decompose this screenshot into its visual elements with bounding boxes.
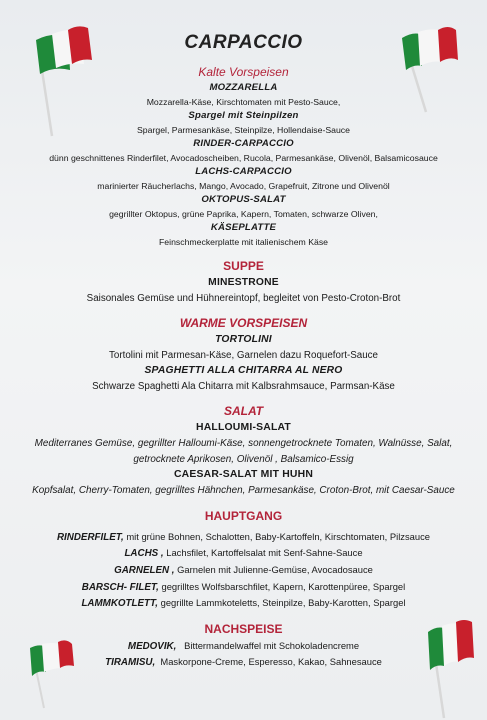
item-desc: Garnelen mit Julienne-Gemüse, Avocadosauce [174,563,373,575]
list-item [8,579,479,596]
list-item [8,638,479,655]
section-nachspeise [8,621,479,671]
list-item [8,545,479,562]
section-heading: SUPPE [223,259,264,273]
item-desc: Feinschmeckerplatte mit italienischem Käse [159,236,328,247]
item-desc: Spargel, Parmesankäse, Steinpilze, Hollendaise-Sauce [137,124,350,135]
item-desc: Kopfsalat, Cherry-Tomaten, gegrilltes Hähnchen, Parmesankäse, Croton-Brot, mit Caesar-Sauce [32,485,455,497]
item-name: RINDERFILET, [56,531,124,543]
list-item [8,654,479,671]
item-desc: Maskorpone-Creme, Esperesso, Kakao, Sahnesauce [155,656,382,668]
item-desc: Mediterranes Gemüse, gegrillter Halloumi-Käse, sonnengetrocknete Tomaten, Walnüsse, Salat, getrocknete Aprikosen, Olivenöl , Balsamico-Essig [34,438,453,465]
section-heading: HAUPTGANG [204,508,283,523]
item-desc: gegrilltes Wolfsbarschfilet, Kapern, Karottenpüree, Spargel [158,580,406,592]
item-name: LAMMKOTLETT, [81,598,158,610]
item-name: HALLOUMI-SALAT [196,422,291,433]
item-name: CAESAR-SALAT MIT HUHN [173,469,314,481]
item-desc: gegrillter Oktopus, grüne Paprika, Kapern, Tomaten, schwarze Oliven, [109,208,378,219]
item-name: KÄSEPLATTE [210,222,277,233]
item-desc: Lachsfilet, Kartoffelsalat mit Senf-Sahne-Sauce [163,547,363,559]
item-desc: dünn geschnittenes Rinderfilet, Avocadoscheiben, Rucola, Parmesankäse, Olivenöl, Balsamicosauce [49,152,438,163]
item-desc: mit grüne Bohnen, Schalotten, Baby-Kartoffeln, Kirschtomaten, Pilzsauce [123,530,430,542]
item-name: LACHS-CARPACCIO [195,166,292,177]
section-heading: Kalte Vorspeisen [198,65,289,79]
item-name: Spargel mit Steinpilzen [188,110,299,121]
item-name: MEDOVIK, [127,640,177,652]
page-title: CARPACCIO [184,32,303,53]
section-suppe [8,258,479,306]
list-item [8,529,479,546]
item-name: MOZZARELLA [209,82,278,93]
item-name: MINESTRONE [208,277,279,288]
item-desc: Schwarze Spaghetti Ala Chitarra mit Kalbsrahmsauce, Parmsan-Käse [92,380,395,392]
item-desc: gegrillte Lammkoteletts, Steinpilze, Baby-Karotten, Spargel [158,597,406,609]
section-heading: WARME VORSPEISEN [179,316,308,330]
section-kalte-vorspeisen [8,64,479,249]
item-desc: marinierter Räucherlachs, Mango, Avocado, Grapefruit, Zitrone und Olivenöl [97,180,390,191]
item-name: LACHS , [124,548,164,560]
item-name: OKTOPUS-SALAT [201,194,286,205]
item-name: TORTOLINI [215,334,272,345]
item-desc: Tortolini mit Parmesan-Käse, Garnelen dazu Roquefort-Sauce [108,349,378,361]
menu-content [8,62,479,671]
list-item [8,595,479,612]
section-heading: NACHSPEISE [204,621,283,636]
item-name: GARNELEN , [114,564,175,576]
item-desc: Mozzarella-Käse, Kirschtomaten mit Pesto-Sauce, [146,96,341,107]
list-item [8,562,479,579]
section-salat [8,403,479,499]
item-desc: Saisonales Gemüse und Hühnereintopf, begleitet von Pesto-Croton-Brot [86,292,401,304]
item-desc: Bittermandelwaffel mit Schokoladencreme [176,639,360,651]
section-hauptgang [8,508,479,612]
item-name: SPAGHETTI ALLA CHITARRA AL NERO [144,365,343,376]
item-name: TIRAMISU, [105,657,156,669]
item-name: BARSCH- FILET, [81,581,159,593]
section-warme-vorspeisen [8,315,479,394]
item-name: RINDER-CARPACCIO [193,138,294,149]
section-heading: SALAT [223,404,264,418]
